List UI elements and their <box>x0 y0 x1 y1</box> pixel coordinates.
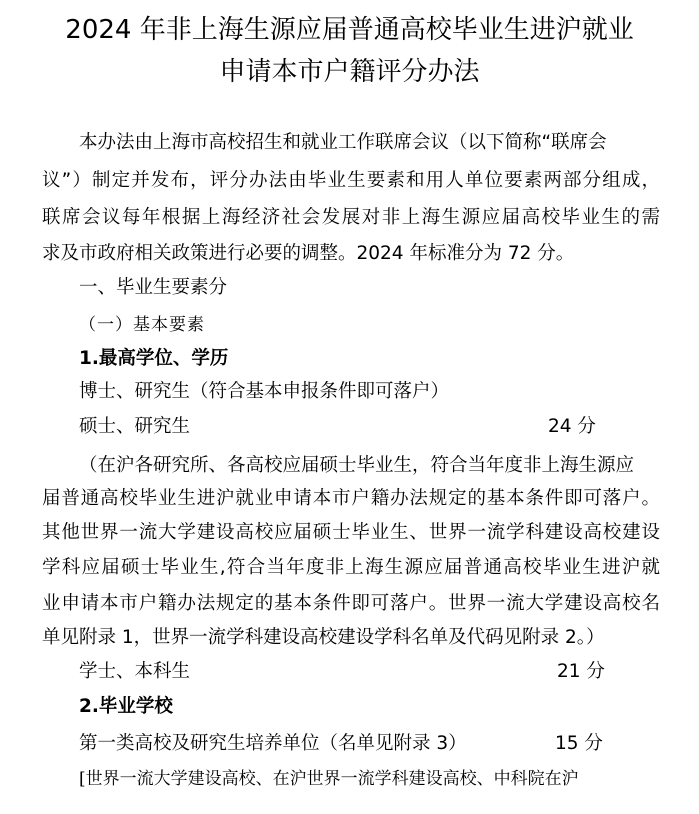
intro-paragraph-line: 联席会议每年根据上海经济社会发展对非上海生源应届高校毕业生的需 <box>42 207 660 228</box>
master-note-line: 单见附录 1，世界一流学科建设高校建设学科名单及代码见附录 2。） <box>42 627 605 648</box>
first-class-label: 第一类高校及研究生培养单位（名单见附录 3） <box>79 733 467 754</box>
bachelor-score: 21 分 <box>557 661 605 682</box>
bachelor-label: 学士、本科生 <box>79 661 191 682</box>
master-score: 24 分 <box>548 416 596 437</box>
master-note-line: 其他世界一流大学建设高校应届硕士毕业生、世界一流学科建设高校建设 <box>42 522 660 543</box>
intro-paragraph-line: 议”）制定并发布，评分办法由毕业生要素和用人单位要素两部分组成， <box>42 170 660 191</box>
master-note-line: 业申请本市户籍办法规定的基本条件即可落户。世界一流大学建设高校名 <box>42 593 660 614</box>
master-note-line: （在沪各研究所、各高校应届硕士毕业生，符合当年度非上海生源应 <box>79 455 635 476</box>
document-title-line-1: 2024 年非上海生源应届普通高校毕业生进沪就业 <box>65 15 634 45</box>
first-class-score: 15 分 <box>555 733 603 754</box>
item-heading: 1.最高学位、学历 <box>79 348 229 369</box>
document-title-line-2: 申请本市户籍评分办法 <box>219 57 480 87</box>
doctor-line: 博士、研究生（符合基本申报条件即可落户） <box>79 381 450 402</box>
first-class-note: [世界一流大学建设高校、在沪世界一流学科建设高校、中科院在沪 <box>79 769 579 789</box>
master-note-line: 学科应届硕士毕业生,符合当年度非上海生源应届普通高校毕业生进沪就 <box>42 557 660 578</box>
intro-paragraph-line: 求及市政府相关政策进行必要的调整。2024 年标准分为 72 分。 <box>42 243 575 264</box>
master-label: 硕士、研究生 <box>79 416 191 437</box>
master-note-line: 届普通高校毕业生进沪就业申请本市户籍办法规定的基本条件即可落户。 <box>42 488 660 509</box>
subsection-heading: （一）基本要素 <box>79 315 205 335</box>
intro-paragraph-line: 本办法由上海市高校招生和就业工作联席会议（以下简称“联席会 <box>79 132 607 153</box>
section-heading: 一、毕业生要素分 <box>79 277 228 298</box>
item-heading: 2.毕业学校 <box>79 696 173 717</box>
